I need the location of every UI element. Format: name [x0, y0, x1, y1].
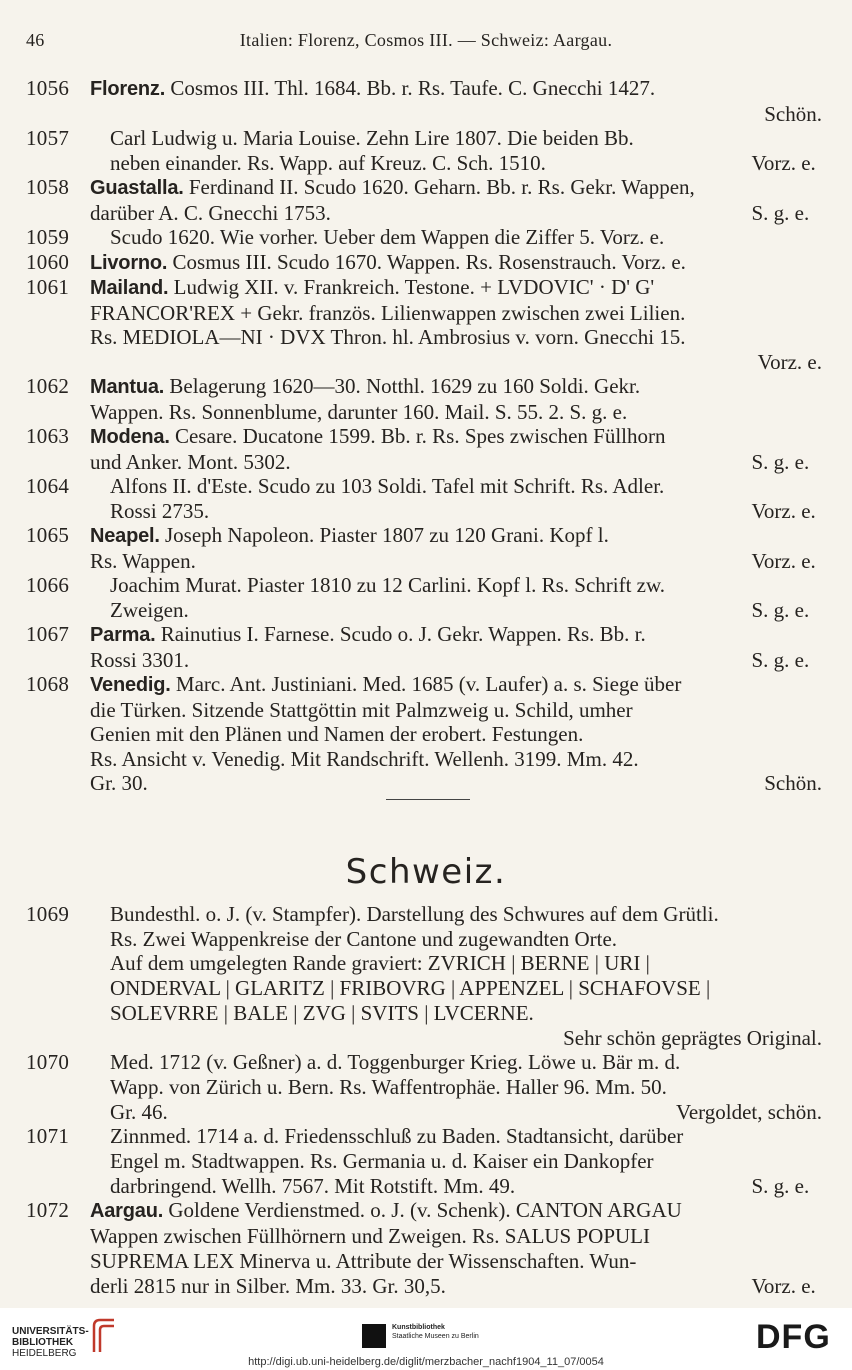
entry-text-line: Rs. Wappen. — [90, 548, 196, 573]
kunstbibliothek-logo[interactable] — [362, 1320, 502, 1354]
entry-text-line: Bundesthl. o. J. (v. Stampfer). Darstellung des Schwures auf dem Grütli. — [110, 902, 719, 926]
entry-text-line: Zweigen. — [110, 597, 189, 622]
catalog-entry — [0, 622, 852, 672]
catalog-entry — [0, 474, 852, 523]
entry-text-line: Rossi 3301. — [90, 647, 190, 672]
place-keyword: Livorno. — [90, 251, 168, 274]
condition-note: Vergoldet, schön. — [675, 1099, 822, 1124]
catalog-entry — [0, 275, 852, 374]
catalog-entry — [0, 1050, 852, 1124]
catalog-entry — [0, 1198, 852, 1298]
entry-text-line: Rs. MEDIOLA—NI · DVX Thron. hl. Ambrosius v. vorn. Gnecchi 15. — [90, 325, 686, 349]
catalog-entry — [0, 175, 852, 225]
entry-text-line: Joseph Napoleon. Piaster 1807 zu 120 Grani. Kopf l. — [165, 523, 609, 547]
library-line1: UNIVERSITÄTS- — [12, 1326, 89, 1337]
condition-note: S. g. e. — [751, 1173, 810, 1198]
lot-number: 1065 — [26, 523, 70, 547]
lot-number: 1068 — [26, 672, 70, 696]
place-keyword: Aargau. — [90, 1200, 164, 1223]
lot-number: 1061 — [26, 275, 70, 299]
ub-logo-icon — [90, 1316, 118, 1356]
entry-text-line: Auf dem umgelegten Rande graviert: ZVRICH | BERNE | URI | — [110, 951, 650, 976]
lot-number: 1066 — [26, 573, 70, 597]
running-header — [26, 30, 826, 60]
entry-text-line: Wappen zwischen Füllhörnern und Zweigen. Rs. SALUS POPULI — [90, 1224, 650, 1249]
lot-number: 1067 — [26, 622, 70, 646]
entry-text-line: Joachim Murat. Piaster 1810 zu 12 Carlini. Kopf l. Rs. Schrift zw. — [110, 573, 666, 597]
entry-text-line: Rossi 2735. — [110, 498, 210, 523]
place-keyword: Mantua. — [90, 376, 165, 398]
catalog-entry — [0, 76, 852, 126]
page-number: 46 — [26, 30, 45, 50]
place-keyword: Parma. — [90, 624, 156, 646]
entry-text-line: derli 2815 nur in Silber. Mm. 33. Gr. 30,5. — [90, 1273, 446, 1298]
entry-text-line: Genien mit den Plänen und Namen der erobert. Festungen. — [90, 722, 584, 746]
lot-number: 1059 — [26, 225, 70, 249]
condition-note: S. g. e. — [751, 647, 810, 672]
place-keyword: Florenz. — [90, 78, 166, 100]
library-line3: HEIDELBERG — [12, 1348, 77, 1359]
condition-note: S. g. e. — [751, 597, 810, 622]
entry-text-line: die Türken. Sitzende Stattgöttin mit Palmzweig u. Schild, umher — [90, 697, 633, 722]
condition-note: S. g. e. — [751, 200, 810, 225]
entry-text-line: Zinnmed. 1714 a. d. Friedensschluß zu Baden. Stadtansicht, darüber — [110, 1124, 684, 1149]
entry-text-line: Goldene Verdienstmed. o. J. (v. Schenk). CANTON ARGAU — [168, 1198, 682, 1223]
place-keyword: Guastalla. — [90, 177, 184, 199]
entry-text-line: Gr. 46. — [110, 1099, 168, 1124]
source-url[interactable]: http://digi.ub.uni-heidelberg.de/diglit/merzbacher_nachf1904_11_07/0054 — [248, 1356, 604, 1368]
entry-text-line: Med. 1712 (v. Geßner) a. d. Toggenburger Krieg. Löwe u. Bär m. d. — [110, 1050, 681, 1075]
condition-note: S. g. e. — [751, 449, 810, 474]
catalog-entry — [0, 250, 852, 276]
place-keyword: Neapel. — [90, 525, 160, 547]
lot-number: 1063 — [26, 424, 70, 448]
entry-text-line: Engel m. Stadtwappen. Rs. Germania u. d. Kaiser ein Dankopfer — [110, 1149, 654, 1174]
entry-text-line: SOLEVRRE | BALE | ZVG | SVITS | LVCERNE. — [110, 1000, 534, 1025]
lot-number: 1070 — [26, 1050, 70, 1075]
entry-text-line: Rs. Ansicht v. Venedig. Mit Randschrift. Wellenh. 3199. Mm. 42. — [90, 746, 639, 771]
entry-text-line: Rainutius I. Farnese. Scudo o. J. Gekr. Wappen. Rs. Bb. r. — [160, 622, 646, 646]
condition-note: Vorz. e. — [757, 349, 822, 374]
catalog-entry — [0, 523, 852, 573]
entry-text-line: Rs. Zwei Wappenkreise der Cantone und zugewandten Orte. — [110, 926, 618, 951]
entry-text-line: Ludwig XII. v. Frankreich. Testone. + LVDOVIC' · D' G' — [173, 275, 655, 299]
entry-text-line: Gr. 30. — [90, 771, 148, 795]
entry-text-line: Belagerung 1620—30. Notthl. 1629 zu 160 Soldi. Gekr. — [169, 374, 641, 398]
lot-number: 1058 — [26, 175, 70, 199]
entry-text-line: Cosmus III. Scudo 1670. Wappen. Rs. Rosenstrauch. Vorz. e. — [172, 249, 686, 274]
condition-note: Schön. — [764, 771, 822, 795]
catalog-entry — [0, 225, 852, 250]
place-keyword: Modena. — [90, 426, 170, 448]
entry-text-line: FRANCOR'REX + Gekr. französ. Lilienwappen zwischen zwei Lilien. — [90, 300, 686, 325]
entry-text-line: Carl Ludwig u. Maria Louise. Zehn Lire 1807. Die beiden Bb. — [110, 126, 634, 150]
catalog-entry — [0, 672, 852, 796]
entry-text-line: darbringend. Wellh. 7567. Mit Rotstift. Mm. 49. — [110, 1173, 516, 1198]
condition-note: Vorz. e. — [751, 498, 816, 523]
library-line2: BIBLIOTHEK — [12, 1337, 74, 1348]
entry-text-line: Marc. Ant. Justiniani. Med. 1685 (v. Laufer) a. s. Siege über — [175, 672, 682, 696]
entry-text-line: Ferdinand II. Scudo 1620. Geharn. Bb. r. Rs. Gekr. Wappen, — [188, 175, 695, 199]
condition-note: Vorz. e. — [751, 1273, 816, 1298]
switzerland-entries — [0, 902, 852, 1298]
entry-text-line: Alfons II. d'Este. Scudo zu 103 Soldi. Tafel mit Schrift. Rs. Adler. — [110, 474, 665, 498]
section-title: Schweiz. — [345, 852, 507, 892]
lot-number: 1060 — [26, 249, 70, 274]
lot-number: 1064 — [26, 474, 70, 498]
place-keyword: Venedig. — [90, 674, 171, 696]
catalog-entry — [0, 902, 852, 1050]
entry-text-line: Wapp. von Zürich u. Bern. Rs. Waffentrophäe. Haller 96. Mm. 50. — [110, 1074, 667, 1099]
condition-note: Schön. — [764, 101, 822, 126]
condition-note: Vorz. e. — [751, 150, 816, 175]
entry-text-line: neben einander. Rs. Wapp. auf Kreuz. C. Sch. 1510. — [110, 150, 546, 175]
entry-text-line: ONDERVAL | GLARITZ | FRIBOVRG | APPENZEL | SCHAFOVSE | — [110, 976, 711, 1001]
entry-text-line: darüber A. C. Gnecchi 1753. — [90, 200, 331, 225]
entry-text-line: und Anker. Mont. 5302. — [90, 449, 291, 474]
dfg-logo[interactable]: DFG — [756, 1318, 831, 1356]
catalog-entry — [0, 573, 852, 622]
lot-number: 1062 — [26, 374, 70, 398]
condition-note: Sehr schön geprägtes Original. — [563, 1025, 822, 1050]
catalog-entry — [0, 1124, 852, 1198]
condition-note: Vorz. e. — [751, 548, 816, 573]
ub-heidelberg-logo-text[interactable] — [12, 1326, 89, 1359]
lot-number: 1057 — [26, 126, 70, 150]
entry-text-line: SUPREMA LEX Minerva u. Attribute der Wissenschaften. Wun- — [90, 1248, 637, 1273]
place-keyword: Mailand. — [90, 277, 169, 299]
entry-text-line: Cesare. Ducatone 1599. Bb. r. Rs. Spes zwischen Füllhorn — [174, 424, 666, 448]
lot-number: 1069 — [26, 902, 70, 926]
entry-text-line: Cosmos III. Thl. 1684. Bb. r. Rs. Taufe. C. Gnecchi 1427. — [170, 76, 656, 100]
lot-number: 1071 — [26, 1124, 70, 1149]
running-title: Italien: Florenz, Cosmos III. — Schweiz: Aargau. — [239, 30, 613, 50]
entry-text-line: Wappen. Rs. Sonnenblume, darunter 160. Mail. S. 55. 2. S. g. e. — [90, 399, 628, 424]
entry-text-line: Scudo 1620. Wie vorher. Ueber dem Wappen die Ziffer 5. Vorz. e. — [110, 225, 665, 249]
kunstbibliothek-icon — [362, 1324, 386, 1348]
italy-entries — [0, 76, 852, 796]
section-divider — [386, 799, 470, 800]
kb-line1: Kunstbibliothek — [392, 1324, 445, 1331]
catalog-entry — [0, 374, 852, 424]
lot-number: 1072 — [26, 1198, 70, 1223]
catalog-entry — [0, 424, 852, 474]
catalog-entry — [0, 126, 852, 175]
kb-line2: Staatliche Museen zu Berlin — [392, 1333, 479, 1340]
lot-number: 1056 — [26, 76, 70, 100]
